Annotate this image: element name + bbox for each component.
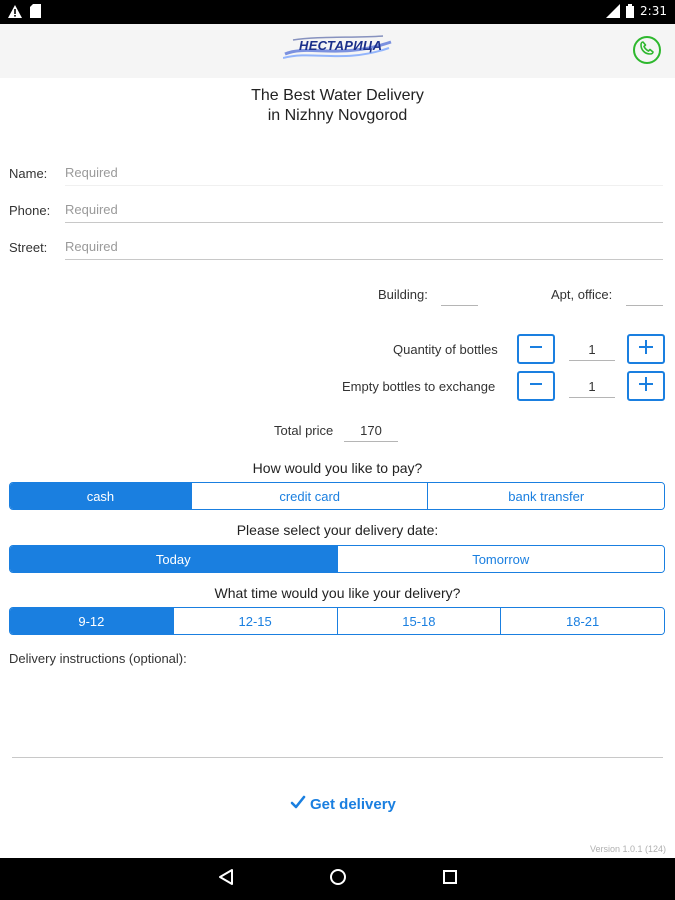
exchange-value[interactable]: 1 (569, 376, 615, 398)
building-label: Building: (378, 287, 428, 302)
get-delivery-label: Get delivery (310, 795, 396, 813)
delivery-date-selector (9, 545, 665, 573)
recents-button[interactable] (436, 866, 464, 892)
home-button[interactable] (324, 866, 352, 892)
app-bar (0, 24, 675, 78)
warning-icon (8, 5, 22, 18)
street-label: Street: (9, 240, 48, 255)
time-option-18-21[interactable]: 18-21 (501, 608, 664, 634)
plus-icon (638, 376, 654, 397)
name-row (9, 162, 664, 186)
apt-label: Apt, office: (551, 287, 613, 302)
battery-icon (626, 4, 634, 18)
page-title (0, 86, 675, 126)
payment-option-cash[interactable]: cash (10, 483, 192, 509)
instructions-input[interactable] (12, 672, 663, 758)
back-button[interactable] (212, 866, 240, 892)
phone-input[interactable] (65, 199, 663, 223)
back-icon (217, 868, 235, 891)
quantity-value[interactable]: 1 (569, 339, 615, 361)
quantity-label: Quantity of bottles (393, 342, 498, 357)
home-icon (329, 868, 347, 891)
time-option-9-12[interactable]: 9-12 (10, 608, 174, 634)
exchange-increase-button[interactable] (627, 371, 665, 401)
date-option-today[interactable]: Today (10, 546, 338, 572)
status-time: 2:31 (640, 4, 667, 18)
plus-icon (638, 339, 654, 360)
street-row (9, 236, 664, 260)
brand-logo (283, 34, 393, 66)
navigation-bar (0, 858, 675, 900)
payment-option-credit-card[interactable]: credit card (192, 483, 429, 509)
total-price-value: 170 (344, 420, 398, 442)
title-line-2: in Nizhny Novgorod (267, 107, 408, 124)
sd-card-icon (30, 4, 41, 18)
call-button[interactable] (633, 36, 661, 64)
phone-row (9, 199, 664, 223)
version-text: Version 1.0.1 (124) (589, 844, 666, 854)
recents-icon (442, 869, 458, 890)
street-input[interactable] (65, 236, 663, 260)
exchange-decrease-button[interactable] (517, 371, 555, 401)
delivery-time-selector (9, 607, 665, 635)
time-option-12-15[interactable]: 12-15 (174, 608, 338, 634)
minus-icon (529, 340, 543, 359)
apt-input[interactable] (626, 286, 663, 306)
date-option-tomorrow[interactable]: Tomorrow (338, 546, 665, 572)
building-input[interactable] (441, 286, 478, 306)
delivery-time-question: What time would you like your delivery? (214, 585, 461, 601)
minus-icon (529, 377, 543, 396)
title-line-1: The Best Water Delivery (251, 87, 424, 104)
time-option-15-18[interactable]: 15-18 (338, 608, 502, 634)
payment-method-selector (9, 482, 665, 510)
exchange-label: Empty bottles to exchange (342, 379, 496, 394)
instructions-label: Delivery instructions (optional): (9, 651, 187, 666)
quantity-decrease-button[interactable] (517, 334, 555, 364)
signal-icon (606, 4, 620, 18)
checkmark-icon (290, 794, 306, 814)
payment-question: How would you like to pay? (252, 460, 423, 476)
logo-text: НЕСТАРИЦА (299, 38, 383, 53)
get-delivery-button[interactable] (290, 793, 396, 815)
total-price-label: Total price (274, 423, 334, 438)
phone-icon (640, 41, 654, 60)
delivery-date-question: Please select your delivery date: (236, 522, 439, 538)
status-bar (0, 0, 675, 24)
quantity-increase-button[interactable] (627, 334, 665, 364)
name-label: Name: (9, 166, 48, 181)
phone-label: Phone: (9, 203, 51, 218)
name-input[interactable] (65, 162, 663, 186)
payment-option-bank-transfer[interactable]: bank transfer (428, 483, 664, 509)
